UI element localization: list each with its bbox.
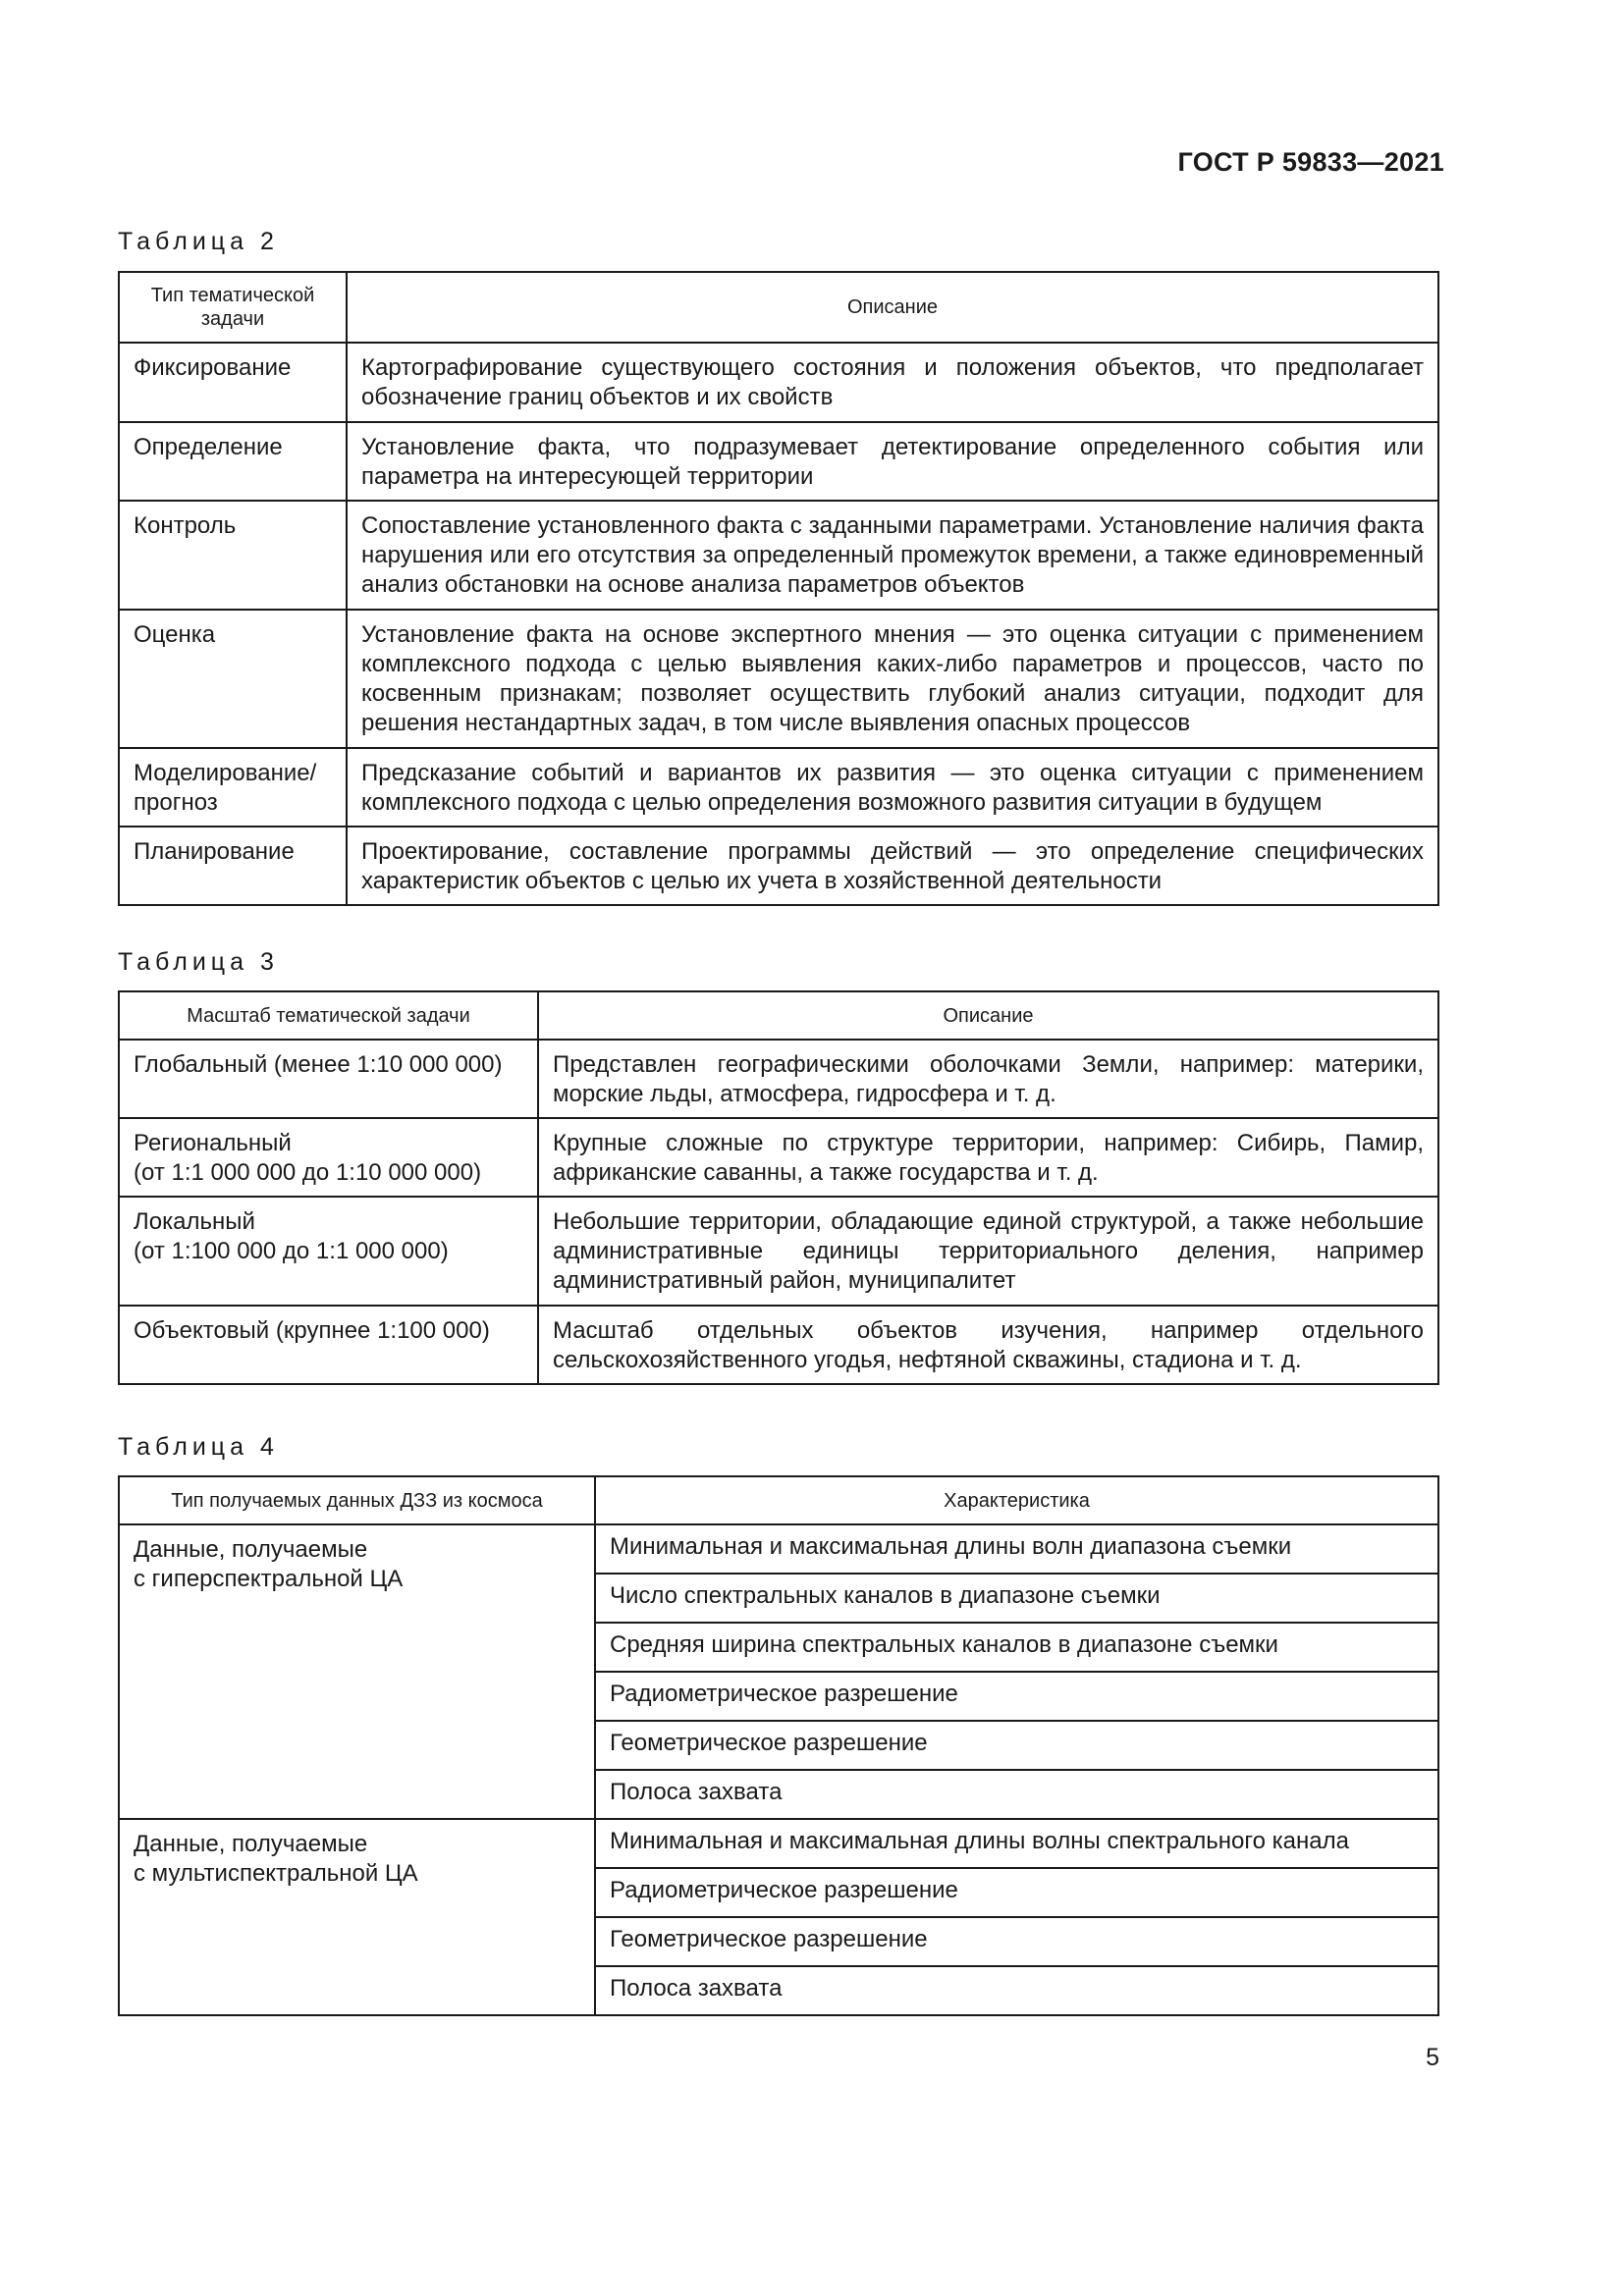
table-row (119, 1524, 1438, 1574)
scale-cell: Объектовый (крупнее 1:100 000) (119, 1306, 538, 1384)
task-type-cell: Определение (119, 422, 347, 501)
table-row (119, 1118, 1438, 1197)
column-header-task-type: Тип тематической задачи (119, 272, 347, 343)
table-row (119, 1040, 1438, 1118)
description-cell: Масштаб отдельных объектов изучения, например отдельного сельскохозяйственного угодья, нефтяной скважины, стадиона и т. д. (538, 1306, 1438, 1384)
table-row (119, 422, 1438, 501)
data-group-cell: Данные, получаемые с мультиспектральной ЦА (119, 1819, 595, 2015)
description-cell: Представлен географическими оболочками Земли, например: материки, морские льды, атмосфера, гидросфера и т. д. (538, 1040, 1438, 1118)
data-group-cell: Данные, получаемые с гиперспектральной ЦА (119, 1524, 595, 1819)
task-type-cell: Планирование (119, 827, 347, 905)
characteristic-cell: Минимальная и максимальная длины волн диапазона съемки (595, 1524, 1438, 1574)
column-header-description: Описание (538, 991, 1438, 1040)
task-type-cell: Оценка (119, 610, 347, 748)
description-cell: Картографирование существующего состояния и положения объектов, что предполагает обозначение границ объектов и их свойств (347, 343, 1438, 422)
table-row (119, 1819, 1438, 1868)
scale-cell: Локальный (от 1:100 000 до 1:1 000 000) (119, 1197, 538, 1306)
characteristic-cell: Полоса захвата (595, 1966, 1438, 2015)
scale-cell: Глобальный (менее 1:10 000 000) (119, 1040, 538, 1118)
description-cell: Установление факта на основе экспертного мнения — это оценка ситуации с применением комплексного подхода с целью выявления каких-либо параметров и процессов, часто по косвенным признакам; позволяет осуществить глубокий анализ ситуации, подходит для решения нестандартных задач, в том числе выявления опасных процессов (347, 610, 1438, 748)
table-row (119, 1306, 1438, 1384)
table-row (119, 1197, 1438, 1306)
table-2 (118, 271, 1439, 906)
description-cell: Предсказание событий и вариантов их развития — это оценка ситуации с применением комплексного подхода с целью определения возможного развития ситуации в будущем (347, 748, 1438, 827)
table-row (119, 343, 1438, 422)
table-4-caption: Таблица 4 (118, 1433, 279, 1461)
description-cell: Сопоставление установленного факта с заданными параметрами. Установление наличия факта нарушения или его отсутствия за определенный промежуток времени, а также единовременный анализ обстановки на основе анализа параметров объектов (347, 501, 1438, 610)
task-type-cell: Фиксирование (119, 343, 347, 422)
table-4 (118, 1475, 1439, 2016)
document-code: ГОСТ Р 59833—2021 (1177, 147, 1444, 177)
characteristic-cell: Геометрическое разрешение (595, 1917, 1438, 1966)
table-row (119, 501, 1438, 610)
table-header-row (119, 272, 1438, 343)
table-header-row (119, 991, 1438, 1040)
task-type-cell: Моделирование/ прогноз (119, 748, 347, 827)
characteristic-cell: Средняя ширина спектральных каналов в диапазоне съемки (595, 1623, 1438, 1672)
scale-cell: Региональный (от 1:1 000 000 до 1:10 000 000) (119, 1118, 538, 1197)
characteristic-cell: Радиометрическое разрешение (595, 1672, 1438, 1721)
characteristic-cell: Число спектральных каналов в диапазоне съемки (595, 1574, 1438, 1623)
characteristic-cell: Полоса захвата (595, 1770, 1438, 1819)
page-number: 5 (1426, 2044, 1439, 2071)
description-cell: Крупные сложные по структуре территории, например: Сибирь, Памир, африканские саванны, а также государства и т. д. (538, 1118, 1438, 1197)
description-cell: Проектирование, составление программы действий — это определение специфических характеристик объектов с целью их учета в хозяйственной деятельности (347, 827, 1438, 905)
description-cell: Установление факта, что подразумевает детектирование определенного события или параметра на интересующей территории (347, 422, 1438, 501)
column-header-data-type: Тип получаемых данных ДЗЗ из космоса (119, 1476, 595, 1524)
table-3-caption: Таблица 3 (118, 948, 279, 976)
description-cell: Небольшие территории, обладающие единой структурой, а также небольшие административные единицы территориального деления, например административный район, муниципалитет (538, 1197, 1438, 1306)
table-row (119, 748, 1438, 827)
column-header-description: Описание (347, 272, 1438, 343)
table-row (119, 610, 1438, 748)
table-2-caption: Таблица 2 (118, 228, 279, 255)
column-header-scale: Масштаб тематической задачи (119, 991, 538, 1040)
characteristic-cell: Геометрическое разрешение (595, 1721, 1438, 1770)
characteristic-cell: Минимальная и максимальная длины волны спектрального канала (595, 1819, 1438, 1868)
table-header-row (119, 1476, 1438, 1524)
column-header-characteristic: Характеристика (595, 1476, 1438, 1524)
task-type-cell: Контроль (119, 501, 347, 610)
characteristic-cell: Радиометрическое разрешение (595, 1868, 1438, 1917)
table-row (119, 827, 1438, 905)
table-3 (118, 990, 1439, 1385)
